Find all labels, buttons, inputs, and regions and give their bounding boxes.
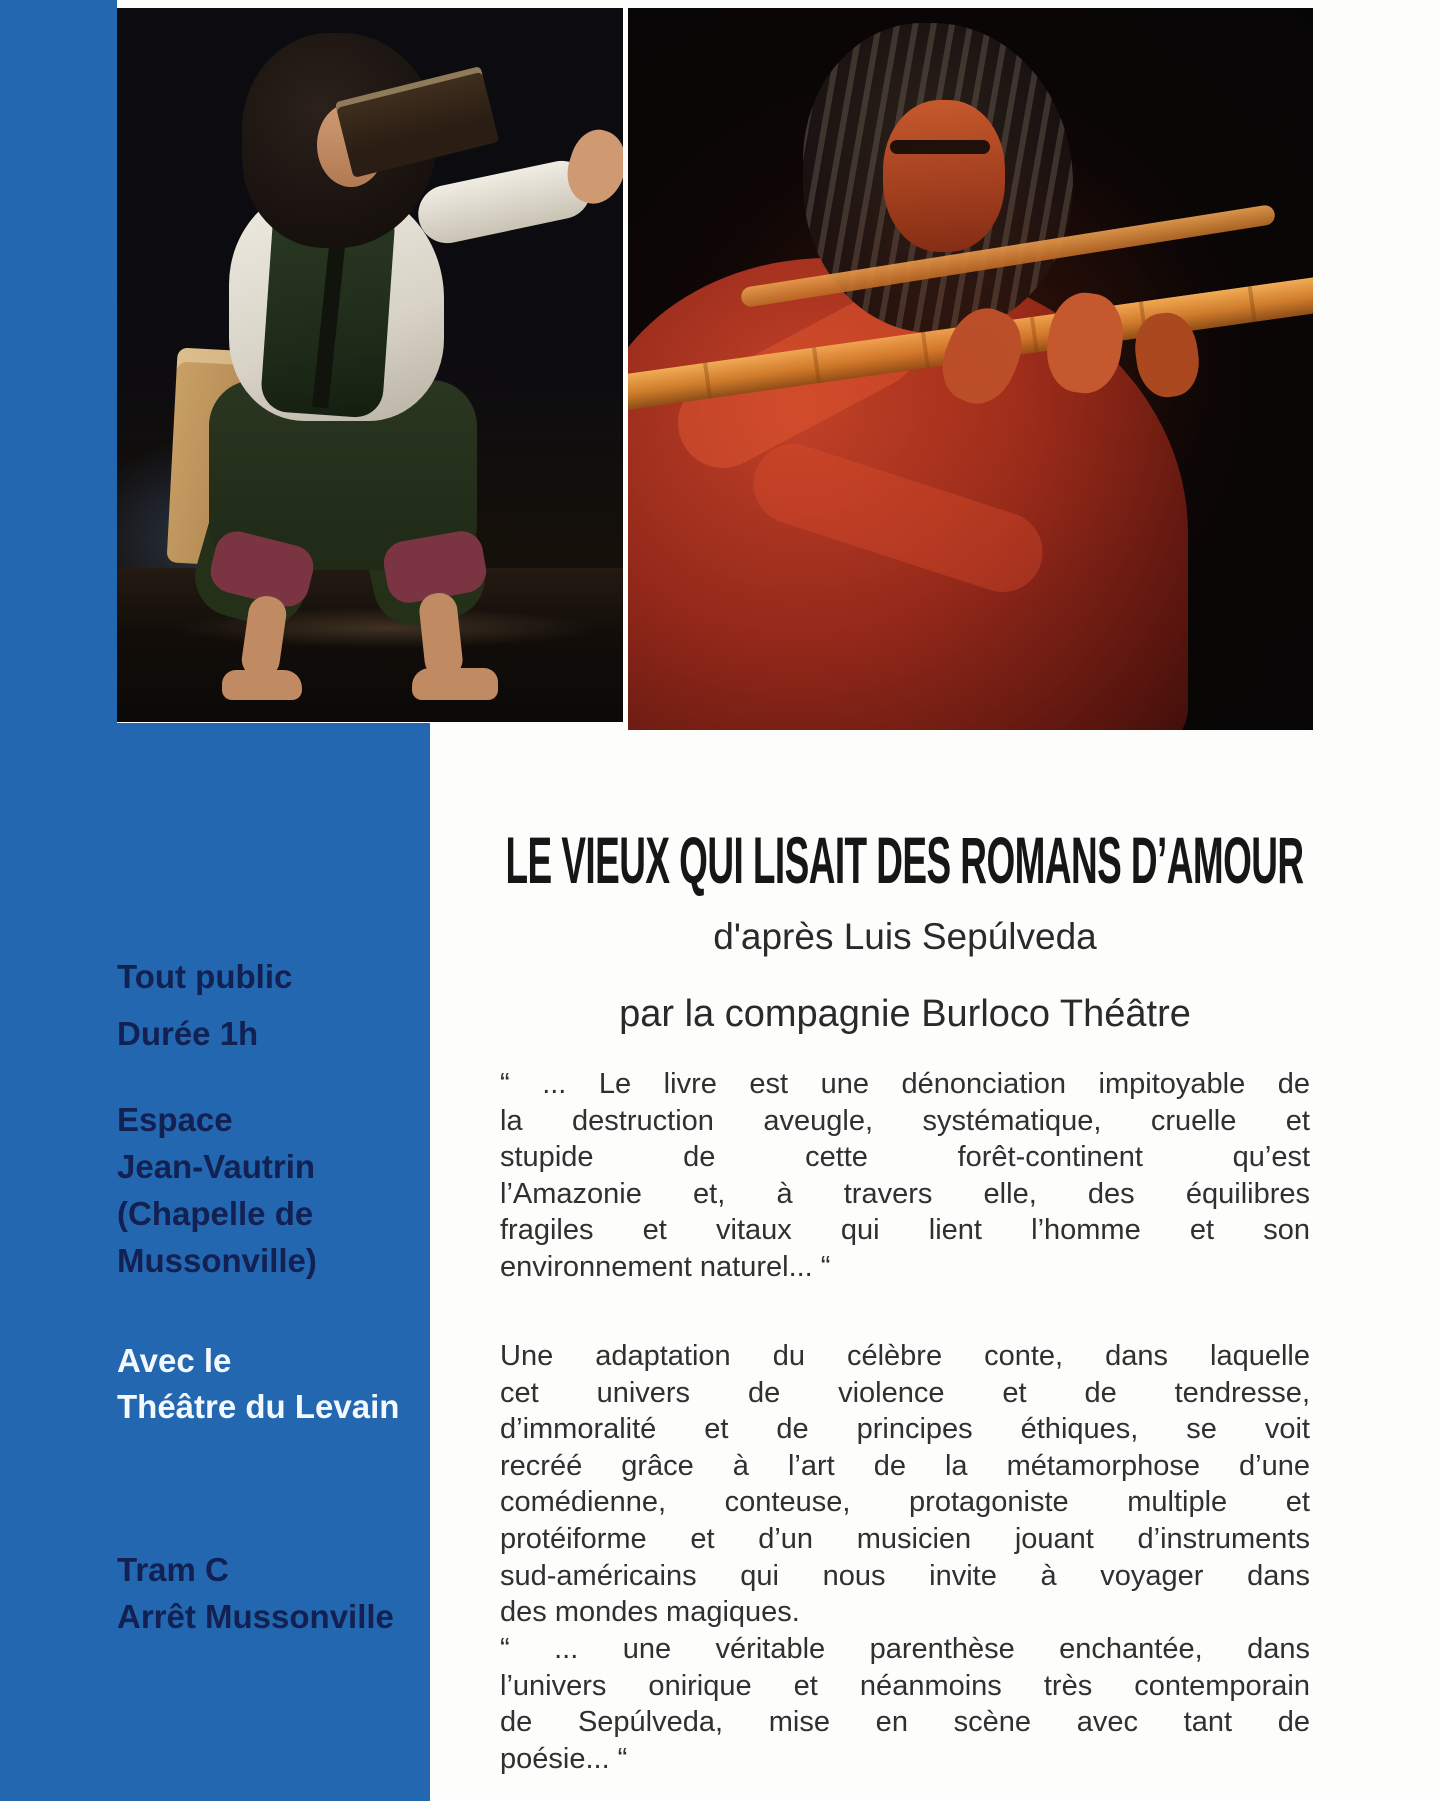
paragraph-line: poésie... “	[500, 1742, 628, 1775]
description-paragraph	[500, 1338, 1310, 1631]
sidebar-line-chapelle: (Chapelle de	[117, 1195, 314, 1232]
performer-right-foot	[412, 668, 498, 700]
title-wrap	[500, 822, 1310, 898]
paragraph-line: “ ... une véritable parenthèse enchantée, dans	[500, 1633, 1310, 1665]
photo-actress-reading	[117, 8, 623, 722]
paragraph-line: d’immoralité et de principes éthiques, se voit	[500, 1413, 1310, 1446]
sidebar-line-duree: Durée 1h	[117, 1015, 259, 1052]
paragraph-line: la destruction aveugle, systématique, cruelle et	[500, 1104, 1310, 1137]
sidebar-line-tram-c: Tram C	[117, 1551, 229, 1588]
paragraph-line: stupide de cette forêt-continent qu’est	[500, 1141, 1310, 1174]
sidebar-partner-theatre	[117, 1338, 399, 1430]
sidebar-line-avec-le: Avec le	[117, 1342, 232, 1379]
paragraph-line: cet univers de violence et de tendresse,	[500, 1376, 1310, 1409]
paragraph-line: protéiforme et d’un musicien jouant d’instruments	[500, 1522, 1310, 1555]
paragraph-line: “ ... Le livre est une dénonciation impitoyable de	[500, 1068, 1310, 1100]
paragraph-line: l’Amazonie et, à travers elle, des équilibres	[500, 1177, 1310, 1210]
paragraph-line: de Sepúlveda, mise en scène avec tant de	[500, 1706, 1310, 1739]
performer-left-foot	[222, 670, 302, 700]
quote-paragraph-1	[500, 1066, 1310, 1286]
sidebar-line-tout-public: Tout public	[117, 958, 293, 995]
sidebar-blue-top-strip	[0, 0, 117, 723]
sidebar-audience-duration	[117, 948, 292, 1062]
company-line: par la compagnie Burloco Théâtre	[619, 993, 1191, 1035]
paragraph-line: sud-américains qui nous invite à voyager dans	[500, 1559, 1310, 1592]
sidebar-line-espace: Espace	[117, 1101, 233, 1138]
photo-flute-musician	[628, 8, 1313, 730]
sidebar-line-jean-vautrin: Jean-Vautrin	[117, 1148, 316, 1185]
quote-paragraph-2	[500, 1631, 1310, 1777]
sidebar-venue	[117, 1096, 317, 1284]
paragraph-line: environnement naturel... “	[500, 1250, 831, 1283]
paragraph-line: fragiles et vitaux qui lient l’homme et son	[500, 1214, 1310, 1247]
paragraph-line: comédienne, conteuse, protagoniste multiple et	[500, 1486, 1310, 1519]
sidebar-line-theatre-du-levain: Théâtre du Levain	[117, 1388, 400, 1425]
author-byline: d'après Luis Sepúlveda	[713, 916, 1097, 957]
show-title: LE VIEUX QUI LISAIT DES ROMANS D’AMOUR	[505, 823, 1305, 897]
paragraph-line: Une adaptation du célèbre conte, dans laquelle	[500, 1340, 1310, 1372]
paragraph-line: l’univers onirique et néanmoins très contemporain	[500, 1669, 1310, 1702]
sidebar-line-mussonville: Mussonville)	[117, 1242, 317, 1279]
paragraph-line: des mondes magiques.	[500, 1596, 800, 1629]
sidebar-line-arret-mussonville: Arrêt Mussonville	[117, 1598, 394, 1635]
sidebar-transport	[117, 1546, 394, 1640]
red-stage-glow	[708, 128, 1228, 608]
paragraph-line: recréé grâce à l’art de la métamorphose d’une	[500, 1449, 1310, 1482]
